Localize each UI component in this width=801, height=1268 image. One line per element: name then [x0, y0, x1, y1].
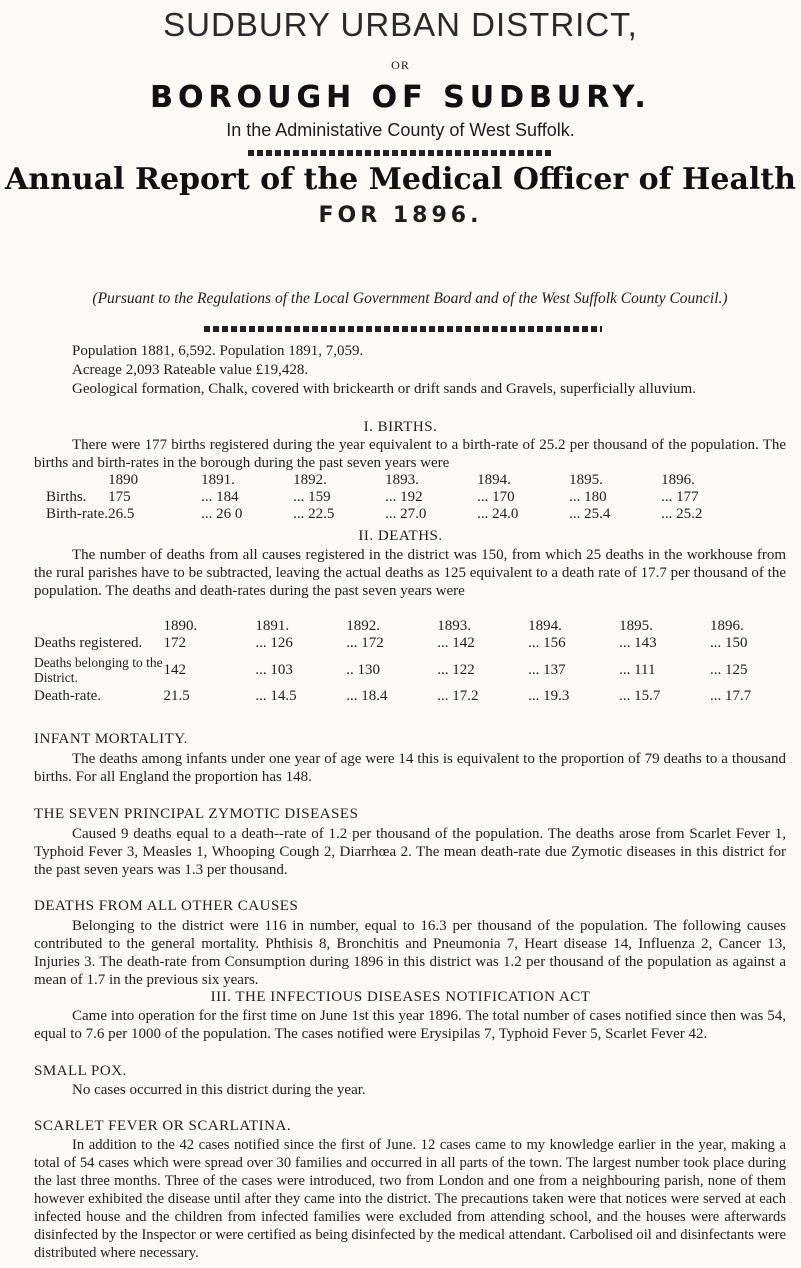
value-cell: ... 172 — [346, 635, 384, 651]
value-cell: ... 22.5 — [293, 506, 335, 522]
value-cell: ... 156 — [528, 635, 566, 651]
value-cell: ... 19.3 — [528, 688, 570, 704]
value-cell: .. 130 — [346, 661, 380, 678]
deaths-belonging-row — [34, 652, 801, 688]
births-table — [46, 472, 753, 523]
geology-line: Geological formation, Chalk, covered with brickearth or drift sands and Gravels, superficially alluvium. — [72, 381, 696, 397]
row-label: Birth-rate. — [46, 506, 109, 522]
year-cell: 1891. — [255, 618, 290, 634]
value-cell: ... 17.7 — [710, 688, 752, 704]
value-cell: ... 122 — [437, 661, 475, 678]
value-cell: 21.5 — [163, 688, 190, 704]
value-cell: ... 126 — [255, 635, 293, 651]
births-row — [46, 489, 753, 506]
value-cell: ... 14.5 — [255, 688, 297, 704]
scarlet-heading: SCARLET FEVER OR SCARLATINA. — [34, 1118, 292, 1134]
value-cell: ... 177 — [661, 489, 699, 505]
value-cell: 175 — [108, 489, 131, 505]
row-label: Deaths belonging to the District. — [34, 655, 163, 685]
deaths-text: The number of deaths from all causes registered in the district was 150, from which 25 deaths in the workhouse from the rural parishes have to be subtracted, leaving the actual deaths as 125 equivalent to a death rate of 17.7 per thousand of the population. The deaths and death-rates during the past seven years were — [34, 547, 786, 599]
value-cell: ... 26 0 — [201, 506, 243, 522]
year-cell: 1893. — [437, 618, 471, 634]
value-cell: ... 27.0 — [385, 506, 427, 522]
year-cell: 1892. — [293, 472, 327, 488]
zymotic-text: Caused 9 deaths equal to a death--rate of 1.2 per thousand of the population. The deaths arose from Scarlet Fever 1, Typhoid Fever 3, Measles 1, Whooping Cough 2, Diarrhœa 2. The mean death-rate due Zymotic diseases in this district for the past seven years was 1.3 per thousand. — [34, 826, 786, 878]
value-cell: ... 150 — [710, 635, 748, 651]
death-rate-row — [34, 688, 801, 705]
year-cell: 1891. — [201, 472, 235, 488]
ornament-rule-bottom — [204, 326, 602, 332]
births-text: There were 177 births registered during the year equivalent to a birth-rate of 25.2 per thousand of the population. The births and birth-rates in the borough during the past seven years were — [34, 437, 786, 471]
year-cell: 1896. — [710, 618, 744, 634]
value-cell: 172 — [163, 635, 187, 651]
year-cell: 1894. — [528, 618, 562, 634]
zymotic-heading: THE SEVEN PRINCIPAL ZYMOTIC DISEASES — [34, 806, 359, 822]
value-cell: 142 — [163, 661, 187, 678]
other-causes-heading: DEATHS FROM ALL OTHER CAUSES — [34, 898, 299, 914]
acreage-line: Acreage 2,093 Rateable value £19,428. — [72, 362, 309, 378]
year-cell: 1892. — [346, 618, 380, 634]
other-causes-text: Belonging to the district were 116 in number, equal to 16.3 per thousand of the population. The following causes contributed to the general mortality. Phthisis 8, Bronchitis and Pneumonia 7, Heart disease 14, Influenza 2, Cancer 13, Injuries 3. The death-rate from Consumption during 1896 in this district was 1.2 per thousand of the population as against a mean of 1.7 in the previous six years. — [34, 918, 786, 988]
value-cell: ... 192 — [385, 489, 423, 505]
value-cell: ... 125 — [710, 661, 748, 678]
pursuant-note: (Pursuant to the Regulations of the Local Government Board and of the West Suffolk County Council.) — [92, 290, 728, 307]
deaths-table — [34, 618, 801, 705]
value-cell: ... 180 — [569, 489, 607, 505]
district-title: SUDBURY URBAN DISTRICT, — [163, 6, 638, 43]
value-cell: ... 15.7 — [619, 688, 661, 704]
value-cell: ... 143 — [619, 635, 657, 651]
population-line: Population 1881, 6,592. Population 1891, 7,059. — [72, 343, 364, 359]
deaths-year-row — [34, 618, 801, 635]
value-cell: ... 103 — [255, 661, 293, 678]
scarlet-text: In addition to the 42 cases notified since the first of June. 12 cases came to my knowledge earlier in the year, making a total of 54 cases which were spread over 30 families and occurred in all parts of the town. The largest number took place during the last three months. Three of the cases were introduced, two from London and one from a neighbouring parish, none of them however exhibited the disease until after they came into the district. The precautions taken were that notices were served at each infected house and the children from infected families were excluded from attending school, and the houses were afterwards disinfected by the Inspector or were certified as being disinfected by the medical attendant. Carbolised oil and disinfectants were distributed where necessary. — [34, 1137, 786, 1261]
year-cell: 1895. — [619, 618, 653, 634]
infant-text: The deaths among infants under one year of age were 14 this is equivalent to the proportion of 79 deaths to a thousand births. For all England the proportion has 148. — [34, 751, 786, 785]
year-cell: 1890 — [108, 472, 139, 488]
year-cell: 1896. — [661, 472, 695, 488]
births-year-row — [46, 472, 753, 489]
value-cell: ... 18.4 — [346, 688, 388, 704]
value-cell: ... 184 — [201, 489, 239, 505]
infectious-text: Came into operation for the first time on June 1st this year 1896. The total number of cases notified since then was 54, equal to 7.6 per 1000 of the population. The cases notified were Erysipilas 7, Typhoid Fever 5, Scarlet Fever 42. — [34, 1008, 786, 1042]
smallpox-text: No cases occurred in this district during the year. — [72, 1082, 366, 1098]
value-cell: 26.5 — [108, 506, 135, 522]
report-title: Annual Report of the Medical Officer of Health — [5, 162, 796, 197]
value-cell: ... 25.4 — [569, 506, 611, 522]
value-cell: ... 111 — [619, 661, 656, 678]
borough-title: BOROUGH OF SUDBURY. — [150, 80, 651, 115]
smallpox-heading: SMALL POX. — [34, 1063, 127, 1079]
infant-heading: INFANT MORTALITY. — [34, 731, 188, 747]
births-heading: I. BIRTHS. — [363, 419, 438, 435]
deaths-registered-row — [34, 635, 801, 652]
value-cell: ... 170 — [477, 489, 515, 505]
ornament-rule-top — [248, 150, 554, 156]
year-cell: 1893. — [385, 472, 419, 488]
deaths-heading: II. DEATHS. — [358, 528, 443, 544]
report-year: FOR 1896. — [318, 203, 483, 228]
row-label: Death-rate. — [34, 688, 102, 704]
admin-subtitle: In the Administative County of West Suffolk. — [226, 120, 575, 140]
or-label: OR — [391, 58, 410, 72]
value-cell: ... 137 — [528, 661, 566, 678]
row-label: Deaths registered. — [34, 635, 143, 651]
row-label: Births. — [46, 489, 87, 505]
infectious-heading: III. THE INFECTIOUS DISEASES NOTIFICATION ACT — [210, 989, 591, 1005]
value-cell: ... 17.2 — [437, 688, 479, 704]
year-cell: 1894. — [477, 472, 511, 488]
year-cell: 1895. — [569, 472, 603, 488]
value-cell: ... 25.2 — [661, 506, 703, 522]
year-cell: 1890. — [163, 618, 198, 634]
value-cell: ... 142 — [437, 635, 475, 651]
value-cell: ... 159 — [293, 489, 331, 505]
birth-rate-row — [46, 506, 753, 523]
value-cell: ... 24.0 — [477, 506, 519, 522]
